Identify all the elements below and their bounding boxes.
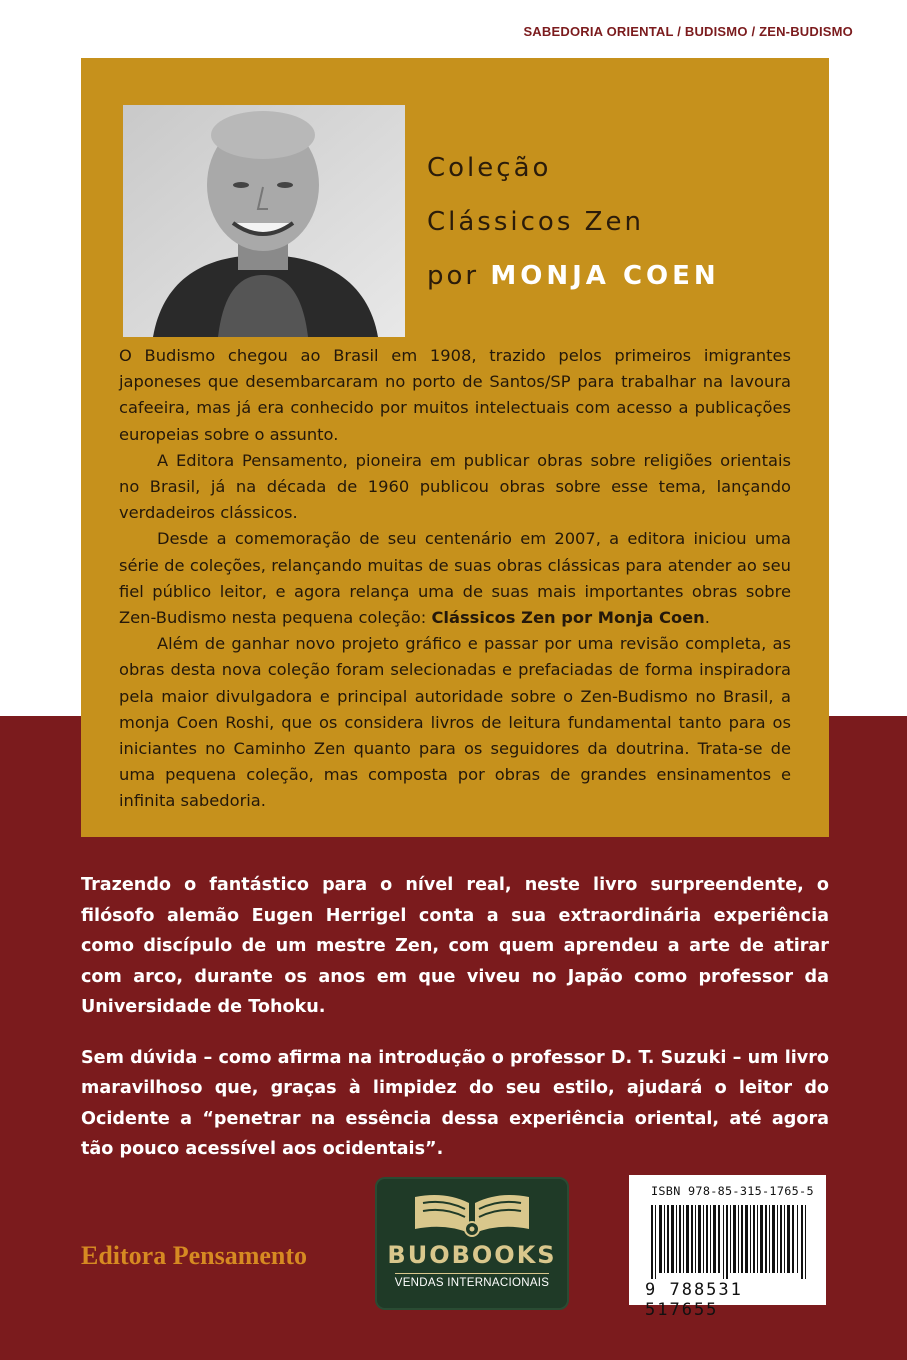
- isbn-barcode-box: [629, 1175, 826, 1320]
- logo-divider: [395, 1273, 549, 1274]
- series-line-2: Clássicos Zen: [427, 207, 644, 237]
- description-paragraph-2: Sem dúvida – como afirma na introdução o professor D. T. Suzuki – um livro maravilhoso que, graças à limpidez do seu estilo, ajudará o leitor do Ocidente a “penetrar na essência dessa experiência oriental, até agora tão pouco acessível aos ocidentais”.: [81, 1047, 829, 1159]
- collection-panel: [81, 58, 829, 837]
- blurb-paragraph-3-end: .: [704, 608, 710, 628]
- portrait-photo: [123, 105, 405, 337]
- barcode-icon: [651, 1205, 811, 1279]
- barcode-digits: 9 788531 517655: [645, 1280, 743, 1320]
- series-line-3: [427, 249, 720, 303]
- collection-blurb: [119, 343, 791, 815]
- series-author: MONJA COEN: [490, 261, 720, 291]
- blurb-paragraph-1: O Budismo chegou ao Brasil em 1908, trazido pelos primeiros imigrantes japoneses que desembarcaram no porto de Santos/SP para trabalhar na lavoura cafeeira, mas já era conhecido por muitos intelectuais com acesso a publicações europeias sobre o assunto.: [119, 346, 791, 444]
- portrait-image: [123, 105, 405, 337]
- book-description: [81, 870, 829, 1185]
- category-label: SABEDORIA ORIENTAL / BUDISMO / ZEN-BUDISMO: [523, 24, 853, 39]
- buobooks-logo: [375, 1177, 569, 1310]
- blurb-paragraph-4: Além de ganhar novo projeto gráfico e passar por uma revisão completa, as obras desta nova coleção foram selecionadas e prefaciadas de forma inspiradora pela maior divulgadora e principal autoridade sobre o Zen-Budismo no Brasil, a monja Coen Roshi, que os considera livros de leitura fundamental tanto para os iniciantes no Caminho Zen quanto para os seguidores da doutrina. Trata-se de uma pequena coleção, mas composta por obras de grandes ensinamentos e infinita sabedoria.: [119, 634, 791, 811]
- blurb-paragraph-2: A Editora Pensamento, pioneira em publicar obras sobre religiões orientais no Brasil, já na década de 1960 publicou obras sobre esse tema, lançando verdadeiros clássicos.: [119, 450, 791, 523]
- series-title: [427, 141, 720, 303]
- book-wings-icon: [405, 1189, 539, 1241]
- logo-subtitle: VENDAS INTERNACIONAIS: [394, 1277, 550, 1289]
- series-por: por: [427, 261, 480, 291]
- publisher-name: Editora Pensamento: [81, 1241, 308, 1270]
- blurb-paragraph-3: [119, 526, 791, 631]
- blurb-paragraph-3-text: Desde a comemoração de seu centenário em 2007, a editora iniciou uma série de coleções, relançando muitas de suas obras clássicas para atender ao seu fiel público leitor, e agora relança uma de suas mais importantes obras sobre Zen-Budismo nesta pequena coleção:: [119, 529, 791, 628]
- description-paragraph-1: Trazendo o fantástico para o nível real, neste livro surpreendente, o filósofo alemão Eugen Herrigel conta a sua extraordinária experiência como discípulo de um mestre Zen, com quem aprendeu a arte de atirar com arco, durante os anos em que viveu no Japão como professor da Universidade de Tohoku.: [81, 875, 829, 1017]
- isbn-label: ISBN 978-85-315-1765-5: [651, 1184, 814, 1198]
- blurb-collection-name: Clássicos Zen por Monja Coen: [431, 608, 705, 628]
- series-line-1: Coleção: [427, 153, 552, 183]
- logo-brand: BUOBOOKS: [387, 1241, 557, 1269]
